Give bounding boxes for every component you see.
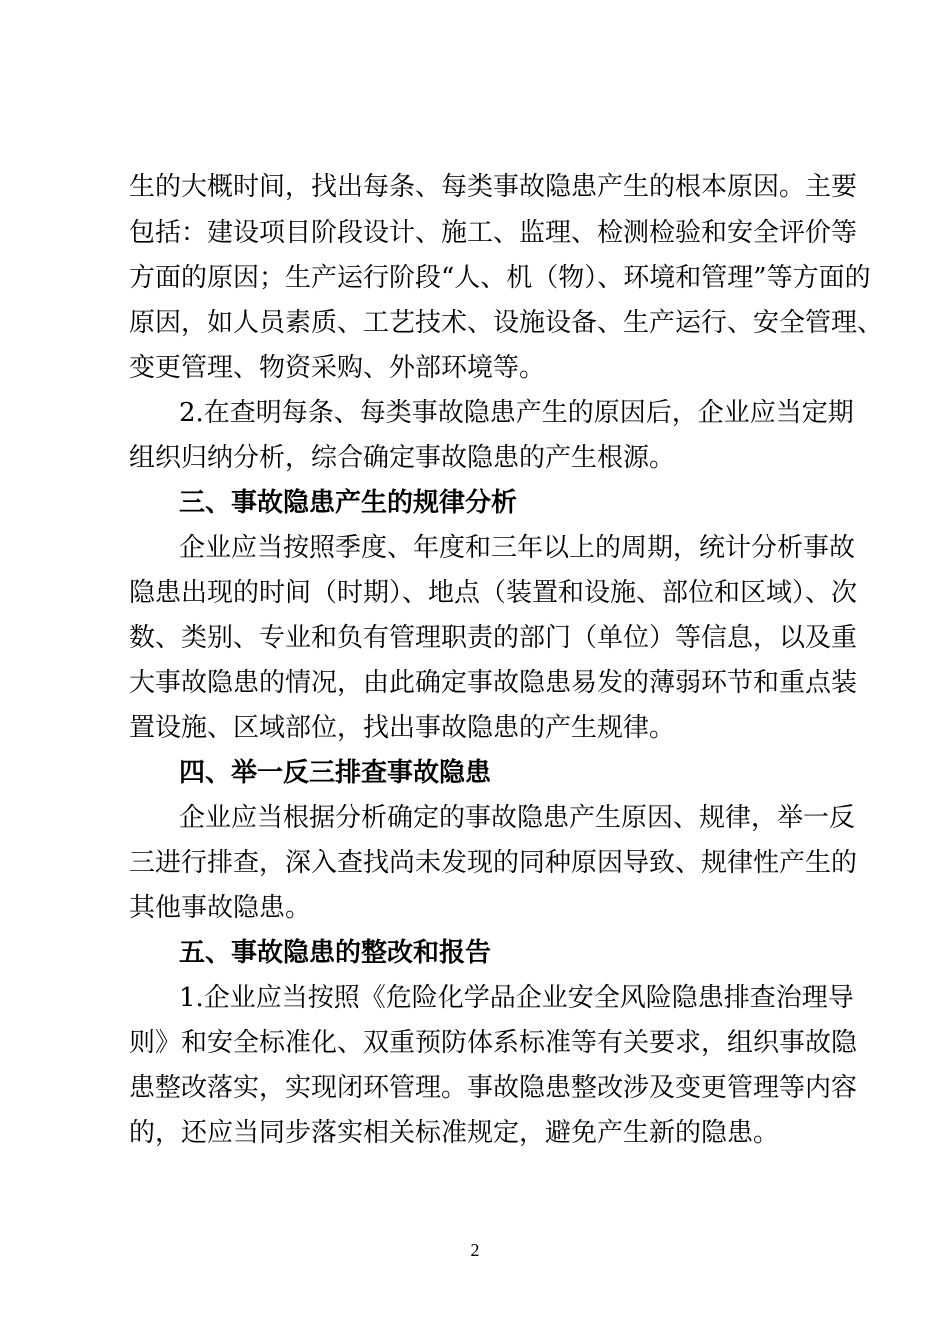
body-text-line: 则》和安全标准化、双重预防体系标准等有关要求，组织事故隐	[129, 1028, 858, 1058]
body-text-line: 患整改落实，实现闭环管理。事故隐患整改涉及变更管理等内容	[129, 1073, 858, 1103]
body-text-line: 的，还应当同步落实相关标准规定，避免产生新的隐患。	[129, 1118, 780, 1148]
list-item-1-line: 1.企业应当按照《危险化学品企业安全风险隐患排查治理导	[179, 983, 854, 1013]
body-text-line: 原因，如人员素质、工艺技术、设施设备、生产运行、安全管理、	[129, 308, 884, 338]
body-text-line: 其他事故隐患。	[129, 893, 312, 923]
section-heading-3: 三、事故隐患产生的规律分析	[179, 488, 518, 518]
body-text-line: 变更管理、物资采购、外部环境等。	[129, 353, 546, 383]
body-text-line: 隐患出现的时间（时期）、地点（装置和设施、部位和区域）、次	[129, 578, 858, 608]
body-text-line: 数、类别、专业和负有管理职责的部门（单位）等信息，以及重	[129, 623, 858, 653]
section-heading-5: 五、事故隐患的整改和报告	[179, 938, 492, 968]
body-text-line: 生的大概时间，找出每条、每类事故隐患产生的根本原因。主要	[129, 172, 858, 202]
body-text-line: 企业应当根据分析确定的事故隐患产生原因、规律，举一反	[179, 803, 856, 833]
body-text-line: 组织归纳分析，综合确定事故隐患的产生根源。	[129, 443, 676, 473]
section-heading-4: 四、举一反三排查事故隐患	[179, 758, 492, 788]
body-text-line: 三进行排查，深入查找尚未发现的同种原因导致、规律性产生的	[129, 848, 858, 878]
body-text-line: 方面的原因；生产运行阶段“人、机（物）、环境和管理”等方面的	[129, 263, 871, 293]
list-item-2-line: 2.在查明每条、每类事故隐患产生的原因后，企业应当定期	[179, 398, 854, 428]
page-number: 2	[470, 1240, 480, 1260]
body-text-line: 置设施、区域部位，找出事故隐患的产生规律。	[129, 713, 676, 743]
body-text-line: 大事故隐患的情况，由此确定事故隐患易发的薄弱环节和重点装	[129, 668, 858, 698]
body-text-line: 企业应当按照季度、年度和三年以上的周期，统计分析事故	[179, 533, 856, 563]
body-text-line: 包括：建设项目阶段设计、施工、监理、检测检验和安全评价等	[129, 218, 858, 248]
